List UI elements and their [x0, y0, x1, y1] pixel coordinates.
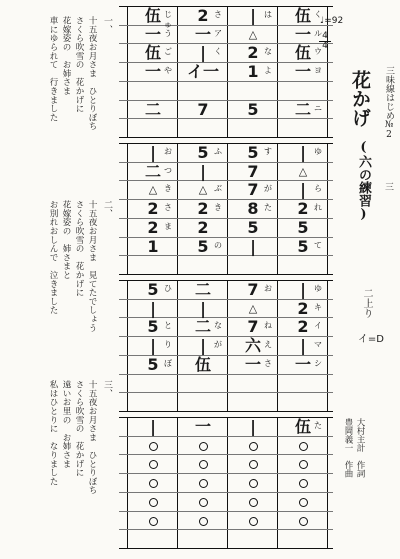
note-cell	[181, 494, 225, 510]
note-cell: 二	[194, 280, 211, 299]
note-cell	[281, 494, 325, 510]
note-cell: 一	[294, 62, 311, 82]
note-cell: 2	[197, 199, 209, 219]
note-cell: 2	[247, 43, 259, 63]
lyricist-name: 大村主計	[355, 418, 365, 452]
note-cell: 一	[144, 24, 161, 44]
note-cell: |	[300, 180, 306, 200]
lyric-kana: お	[264, 284, 272, 293]
note-cell: |	[300, 280, 306, 299]
note-cell: 二	[294, 99, 311, 119]
time-signature	[319, 32, 331, 51]
rest-circle-icon	[249, 460, 258, 469]
rest-circle-icon	[199, 498, 208, 507]
verse-3	[48, 380, 112, 494]
lyric-kana: ら	[314, 184, 322, 194]
book-title	[383, 66, 396, 140]
lyric-kana: き	[214, 203, 222, 213]
lyric-kana: ゆ	[314, 147, 322, 156]
note-cell: 8	[247, 199, 259, 219]
note-cell: 2	[147, 199, 159, 219]
verse-line: さくら吹雪の 花かげに	[74, 200, 84, 297]
staff-3	[119, 280, 333, 411]
book-name: 三味線はじめ	[384, 66, 394, 120]
note-cell: 伍	[144, 6, 161, 25]
lyric-kana: く	[214, 47, 222, 57]
verse-line: さくら吹雪の 花かげに	[74, 380, 84, 477]
verse-number: 一、	[102, 16, 112, 34]
rest-circle-icon	[149, 517, 158, 526]
note-cell: 二	[144, 99, 161, 119]
note-cell: 5	[297, 217, 309, 237]
verse-line: 花嫁姿の お姉さま	[61, 16, 71, 96]
note-cell: 二	[144, 161, 161, 181]
rest-circle-icon	[199, 460, 208, 469]
note-cell: |	[250, 6, 256, 25]
note-cell: 5	[147, 317, 159, 337]
lyric-kana: な	[264, 47, 272, 57]
lyric-kana: よ	[264, 66, 272, 76]
note-cell	[281, 438, 325, 454]
note-cell: 2	[297, 298, 309, 318]
lyric-kana: シ	[314, 358, 322, 368]
lyric-kana: ニ	[314, 103, 322, 113]
verse-1	[48, 16, 112, 130]
note-cell: 5	[197, 236, 209, 256]
triangle-mark-icon: △	[248, 27, 258, 41]
lyric-kana: く	[314, 10, 322, 19]
note-cell: 2	[197, 6, 209, 25]
verse-line: 車にゆられて 行きました	[48, 16, 58, 122]
staff-bottom-rule	[119, 548, 333, 549]
note-cell: 2	[197, 217, 209, 237]
note-cell	[231, 494, 275, 510]
verse-line: さくら吹雪の 花かげに	[74, 16, 84, 113]
lyricist	[354, 418, 366, 478]
note-cell: 1	[147, 236, 159, 256]
lyric-kana: ウ	[314, 47, 322, 57]
triangle-mark-icon: △	[148, 183, 158, 197]
lyric-kana: え	[264, 340, 272, 350]
verse-line: 十五夜お月さま ひとりぼち	[87, 16, 97, 131]
lyric-kana: た	[264, 203, 272, 213]
composer	[342, 418, 354, 478]
lyric-kana: お	[164, 147, 172, 156]
note-cell: 伍	[144, 43, 161, 63]
rest-circle-icon	[149, 498, 158, 507]
rest-circle-icon	[299, 517, 308, 526]
lyric-kana: や	[164, 66, 172, 76]
note-cell: 一	[194, 24, 211, 44]
lyric-kana: う	[164, 28, 172, 38]
note-cell: 伍	[194, 354, 211, 374]
note-cell: |	[200, 43, 206, 63]
note-cell: |	[150, 417, 156, 436]
lyric-kana: ぼ	[164, 358, 172, 368]
note-cell: |	[300, 336, 306, 356]
note-cell: 7	[247, 317, 259, 337]
lyric-kana: れ	[314, 203, 322, 213]
note-cell: 5	[247, 217, 259, 237]
lyric-kana: ね	[264, 321, 272, 331]
note-cell	[181, 438, 225, 454]
lyric-kana: り	[164, 340, 172, 350]
rest-circle-icon	[149, 442, 158, 451]
note-cell	[231, 438, 275, 454]
lyric-kana: マ	[314, 340, 322, 350]
lyric-kana: ま	[164, 221, 172, 231]
note-cell	[281, 456, 325, 472]
rest-circle-icon	[199, 479, 208, 488]
note-cell: 1	[247, 62, 259, 82]
note-cell: 一	[194, 417, 211, 436]
time-signature-bottom: 4	[319, 41, 331, 51]
verse-line: 十五夜お月さま ひとりぼち	[87, 380, 97, 495]
staff-4	[119, 417, 333, 548]
lyric-kana: す	[264, 147, 272, 156]
verse-line: 遠いお里の お姉さま	[61, 380, 71, 468]
lyric-kana: て	[314, 240, 322, 250]
rest-circle-icon	[199, 442, 208, 451]
staff-1	[119, 6, 333, 137]
note-cell: 7	[247, 280, 259, 299]
staff-2	[119, 143, 333, 274]
rest-circle-icon	[249, 442, 258, 451]
lyric-kana: ご	[164, 47, 172, 57]
staff-bottom-rule	[119, 411, 333, 412]
lyric-kana: ひ	[164, 284, 172, 293]
lyric-kana: つ	[164, 165, 172, 175]
triangle-mark-icon: △	[298, 164, 308, 178]
verse-line: 十五夜お月さま 見てたでしょう	[87, 200, 97, 332]
page-header	[335, 0, 400, 559]
note-cell: 2	[297, 317, 309, 337]
note-cell: |	[200, 298, 206, 318]
composer-name: 豊岡義一	[343, 418, 353, 452]
rest-circle-icon	[299, 442, 308, 451]
rest-circle-icon	[249, 479, 258, 488]
note-cell: 一	[244, 354, 261, 374]
lyric-kana: ぶ	[214, 184, 222, 194]
verse-number: 三、	[102, 380, 112, 398]
lyric-kana: キ	[314, 302, 322, 312]
note-cell: 六	[244, 336, 261, 356]
lyric-kana: さ	[214, 10, 222, 19]
rest-circle-icon	[149, 479, 158, 488]
note-cell	[281, 513, 325, 529]
note-cell: 伍	[294, 43, 311, 63]
rest-circle-icon	[199, 517, 208, 526]
note-cell: 7	[247, 161, 259, 181]
verse-2	[48, 200, 112, 332]
rest-circle-icon	[249, 498, 258, 507]
shamisen-score	[119, 6, 333, 554]
lyric-kana: じゅ	[164, 10, 172, 29]
note-cell: 7	[247, 180, 259, 200]
lyric-kana: な	[214, 321, 222, 331]
note-cell: 5	[197, 143, 209, 162]
note-cell: |	[150, 143, 156, 162]
note-cell: 5	[147, 354, 159, 374]
note-cell	[131, 438, 175, 454]
beat-rule	[119, 392, 333, 393]
note-cell: 5	[297, 236, 309, 256]
page-number: 三	[383, 182, 393, 191]
note-cell: イ一	[186, 62, 219, 82]
note-cell	[231, 513, 275, 529]
beat-rule	[119, 473, 333, 474]
lyric-kana: き	[164, 184, 172, 194]
lyric-kana: の	[214, 240, 222, 250]
lyric-kana: が	[214, 340, 222, 350]
lyrics-panel	[0, 0, 118, 559]
note-cell: 5	[147, 280, 159, 299]
beat-rule	[119, 454, 333, 455]
lyric-kana: た	[314, 421, 322, 430]
tuning: 二上り	[361, 288, 372, 318]
note-cell: 二	[194, 317, 211, 337]
note-cell: 伍	[294, 417, 311, 436]
note-cell: 5	[247, 143, 259, 162]
note-cell: |	[300, 143, 306, 162]
triangle-mark-icon: △	[248, 301, 258, 315]
note-cell: 5	[247, 99, 259, 119]
note-cell: |	[150, 336, 156, 356]
lyric-kana: ゆ	[314, 284, 322, 293]
note-cell	[181, 456, 225, 472]
tempo-mark: ♩=92	[320, 16, 344, 26]
note-cell: |	[200, 161, 206, 181]
note-cell: 伍	[294, 6, 311, 25]
time-signature-top: 4	[322, 31, 328, 41]
beat-rule	[119, 492, 333, 493]
note-cell	[131, 513, 175, 529]
verse-number: 二、	[102, 200, 112, 218]
note-cell	[231, 456, 275, 472]
lyric-kana: は	[264, 10, 272, 19]
note-cell	[181, 513, 225, 529]
lyric-kana: ふ	[214, 147, 222, 156]
note-cell: 7	[197, 99, 209, 119]
beat-rule	[119, 511, 333, 512]
composer-role: 作曲	[343, 460, 353, 478]
lyric-kana: イ	[314, 321, 322, 331]
staff-bottom-rule	[119, 137, 333, 138]
lyric-kana: さ	[164, 203, 172, 213]
lyric-kana: ヨ	[314, 66, 322, 76]
note-cell	[131, 494, 175, 510]
song-subtitle: (六の練習)	[356, 140, 371, 222]
lyric-kana: さ	[264, 358, 272, 368]
rest-circle-icon	[149, 460, 158, 469]
rest-circle-icon	[299, 460, 308, 469]
note-cell	[131, 475, 175, 491]
note-cell	[131, 456, 175, 472]
note-cell: 一	[144, 62, 161, 82]
rest-circle-icon	[299, 479, 308, 488]
lyric-kana: ル	[314, 28, 322, 38]
note-cell: 一	[294, 354, 311, 374]
song-title: 花かげ	[349, 70, 371, 127]
note-cell	[281, 475, 325, 491]
verse-line: 私はひとりに なりました	[48, 380, 58, 486]
note-cell: 2	[297, 199, 309, 219]
note-cell: 2	[147, 217, 159, 237]
note-cell: 一	[294, 24, 311, 44]
lyric-kana: と	[164, 321, 172, 331]
lyricist-role: 作詞	[355, 460, 365, 478]
triangle-mark-icon: △	[198, 183, 208, 197]
note-cell: |	[250, 236, 256, 256]
staff-bottom-rule	[119, 274, 333, 275]
verse-line: 花嫁姿の 姉さまと	[61, 200, 71, 280]
note-cell: |	[250, 417, 256, 436]
note-cell: |	[150, 298, 156, 318]
lyric-kana: が	[264, 184, 272, 194]
note-cell	[231, 475, 275, 491]
lyric-kana: ア	[214, 28, 222, 38]
book-number: №2	[384, 120, 394, 140]
beat-rule	[119, 529, 333, 530]
note-cell	[181, 475, 225, 491]
rest-circle-icon	[299, 498, 308, 507]
rest-circle-icon	[249, 517, 258, 526]
pitch: イ=D	[357, 334, 384, 345]
verse-line: お別れおしんで 泣きました	[48, 200, 58, 315]
note-cell: |	[200, 336, 206, 356]
